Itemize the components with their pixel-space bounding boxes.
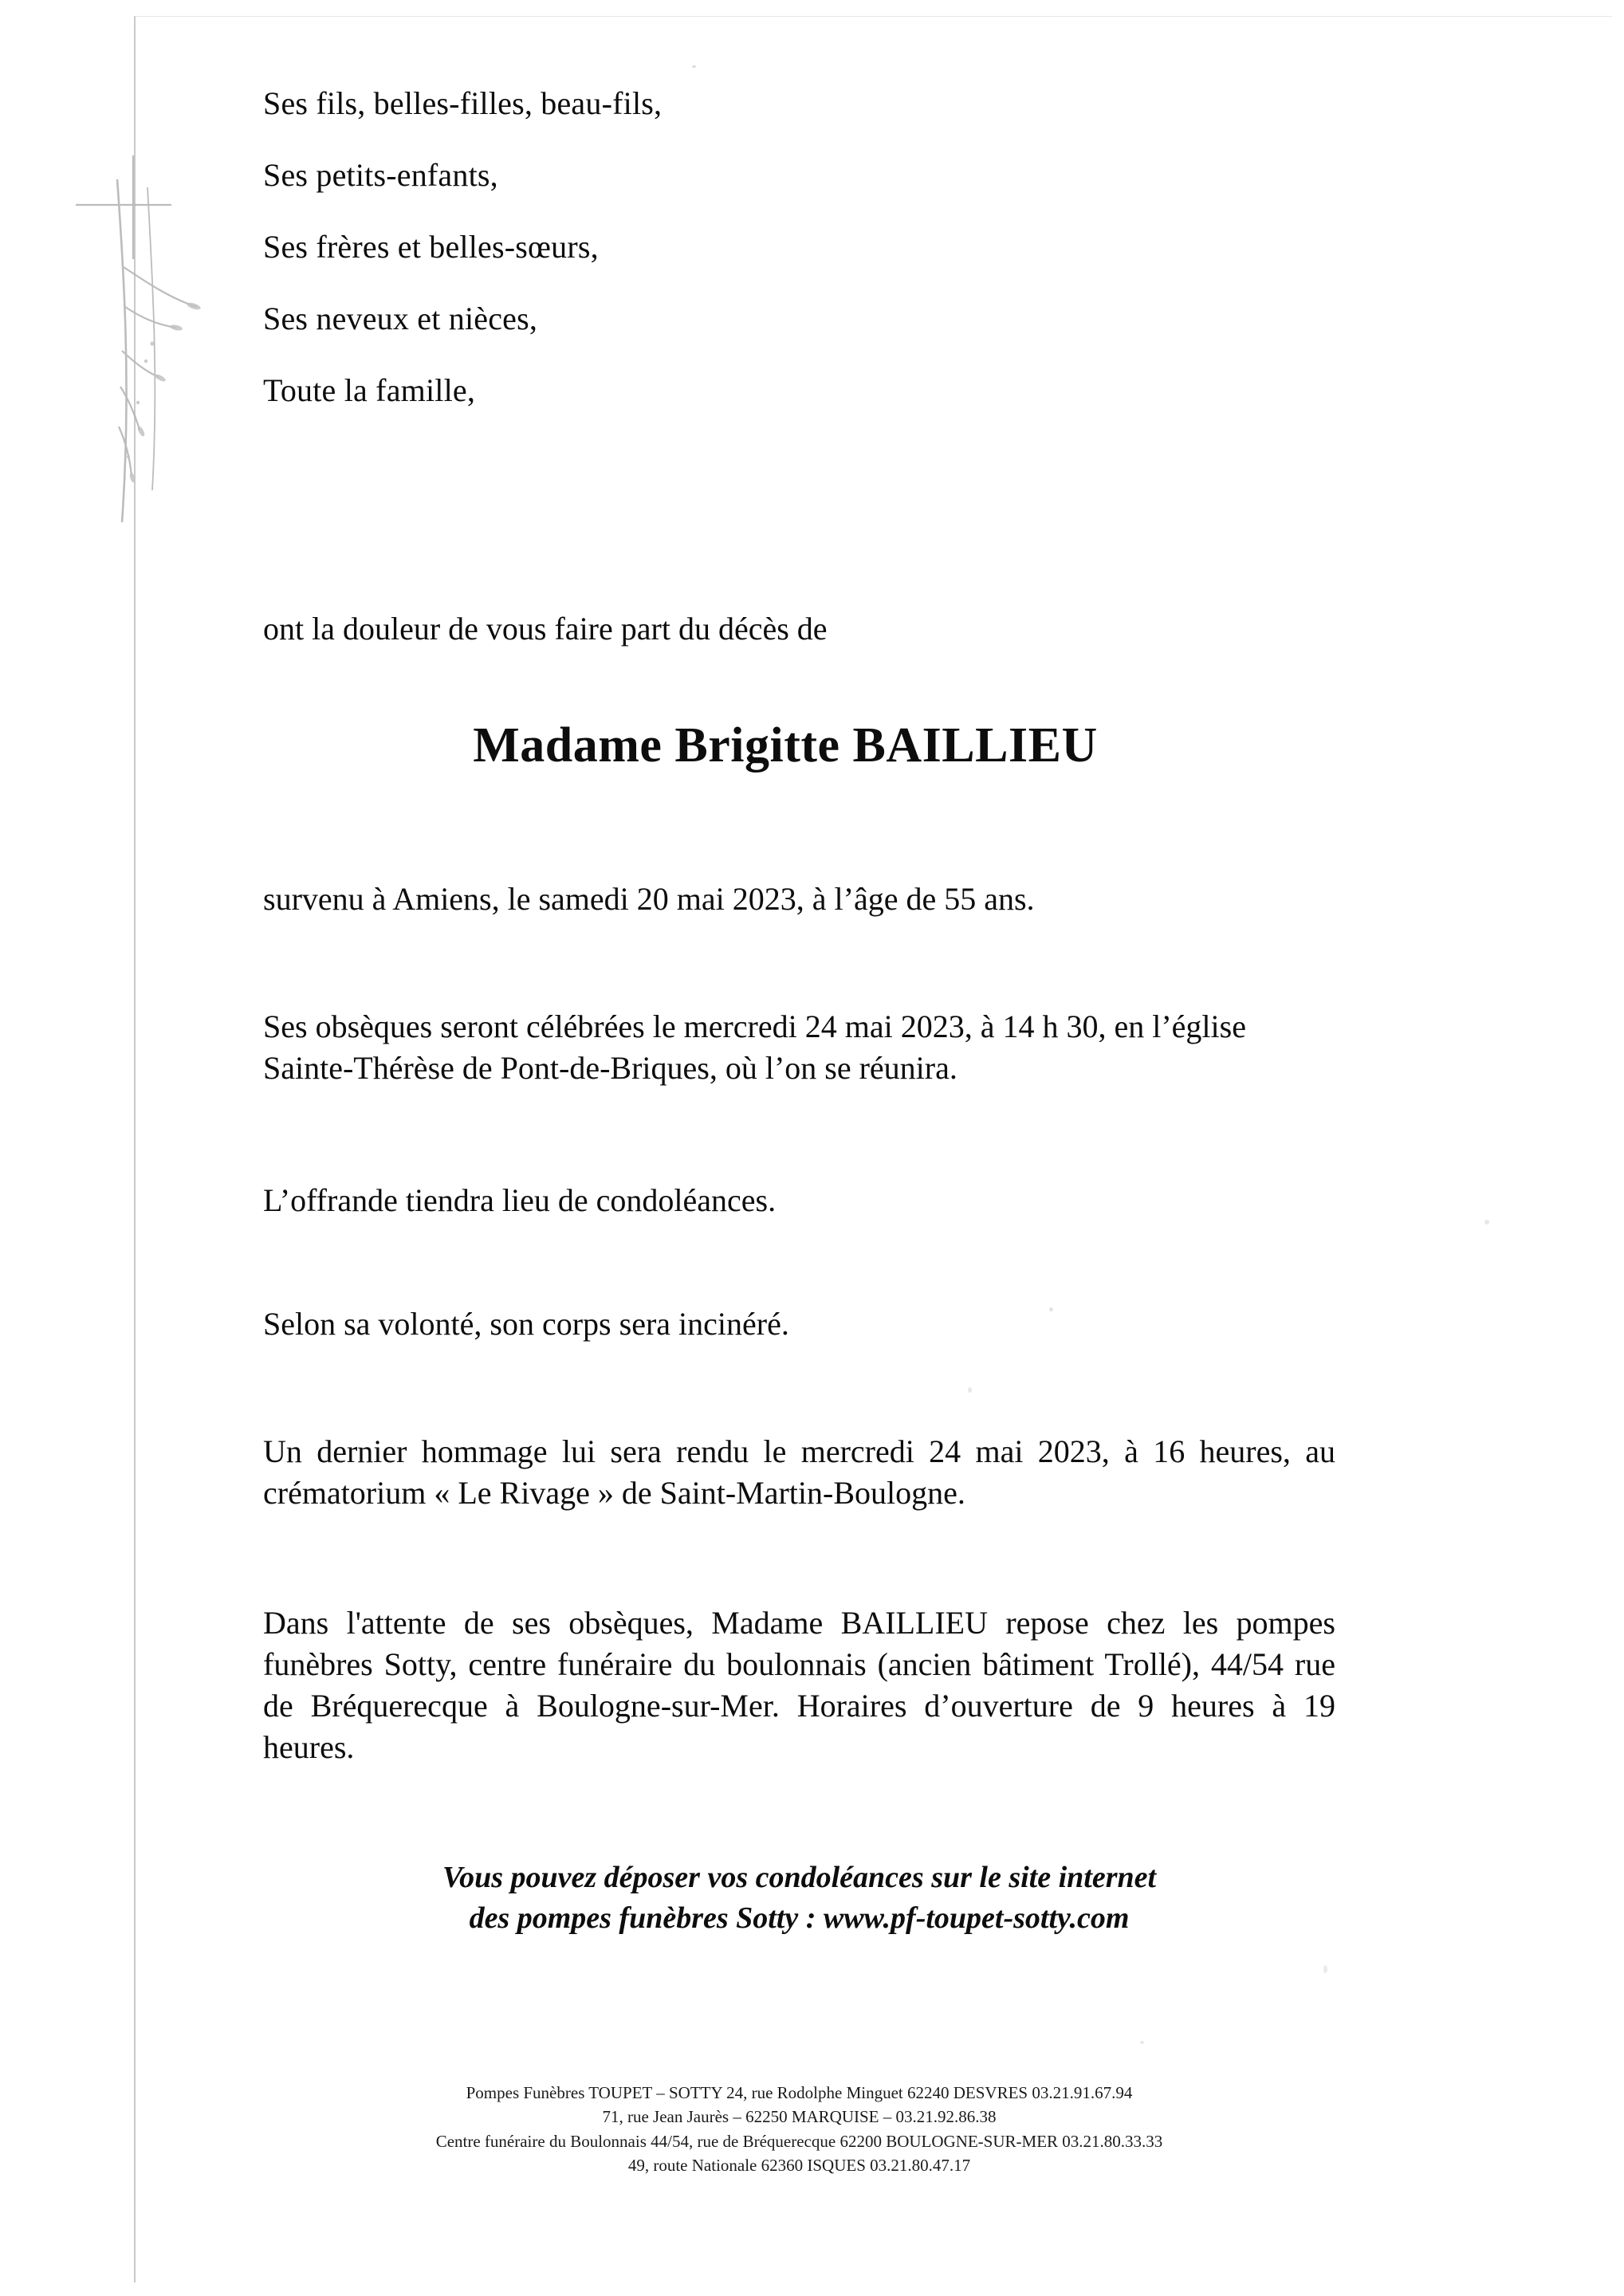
family-line: Ses neveux et nièces, (263, 301, 538, 336)
death-details: survenu à Amiens, le samedi 20 mai 2023, à l’âge de 55 ans. (263, 881, 1035, 917)
footer-line-2: 71, rue Jean Jaurès – 62250 MARQUISE – 03.21.92.86.38 (602, 2107, 997, 2127)
footer-line-3: Centre funéraire du Boulonnais 44/54, rue de Bréquerecque 62200 BOULOGNE-SUR-MER 03.21.80.33.33 (435, 2131, 1163, 2151)
tribute-details: Un dernier hommage lui sera rendu le mercredi 24 mai 2023, à 16 heures, au crématorium « Le Rivage » de Saint-Martin-Boulogne. (263, 1433, 1335, 1511)
resting-place-details: Dans l'attente de ses obsèques, Madame BAILLIEU repose chez les pompes funèbres Sotty, centre funéraire du boulonnais (ancien bâtiment Trollé), 44/54 rue de Bréquerecque à Boulogne-sur-Mer. Horaires d’ouverture de 9 heures à 19 heures. (263, 1605, 1335, 1765)
condolences-invitation (263, 1858, 1335, 1940)
announcement-text: ont la douleur de vous faire part du décès de (263, 611, 828, 647)
offering-note: L’offrande tiendra lieu de condoléances. (263, 1182, 777, 1218)
condolences-line-2: des pompes funèbres Sotty : www.pf-toupet-sotty.com (469, 1901, 1130, 1936)
deceased-name: Madame Brigitte BAILLIEU (473, 718, 1098, 773)
cremation-wish: Selon sa volonté, son corps sera incinéré. (263, 1306, 789, 1342)
family-list (263, 85, 1220, 446)
condolences-line-1: Vous pouvez déposer vos condoléances sur le site internet (442, 1861, 1157, 1894)
family-line: Ses fils, belles-filles, beau-fils, (263, 85, 663, 121)
family-line: Toute la famille, (263, 372, 476, 408)
funeral-home-footer (263, 2081, 1335, 2178)
family-line: Ses frères et belles-sœurs, (263, 229, 599, 265)
footer-line-1: Pompes Funèbres TOUPET – SOTTY 24, rue Rodolphe Minguet 62240 DESVRES 03.21.91.67.94 (466, 2083, 1133, 2102)
footer-line-4: 49, route Nationale 62360 ISQUES 03.21.80.47.17 (627, 2156, 971, 2176)
notice-content (263, 0, 1539, 2296)
family-line: Ses petits-enfants, (263, 157, 498, 193)
funeral-details: Ses obsèques seront célébrées le mercredi 24 mai 2023, à 14 h 30, en l’église Sainte-Thérèse de Pont-de-Briques, où l’on se réunira. (263, 1008, 1246, 1086)
